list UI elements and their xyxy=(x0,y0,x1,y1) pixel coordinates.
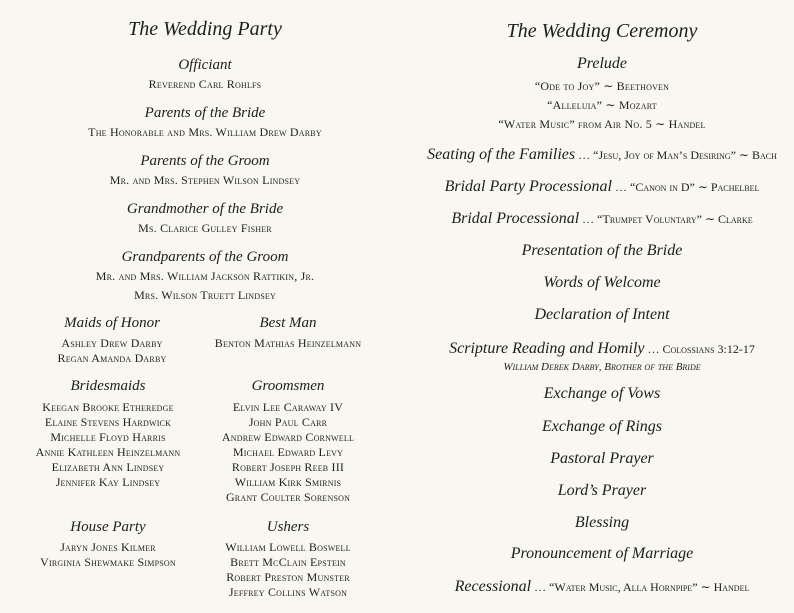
recessional-label: Recessional xyxy=(454,578,532,595)
parents-groom-heading: Parents of the Groom xyxy=(140,153,270,169)
bridal-party-detail: “Canon in D” ∼ Pachelbel xyxy=(630,180,760,194)
grandparents-groom-name: Mr. and Mrs. William Jackson Rattikin, Jr. xyxy=(95,269,315,283)
groomsman-name: Elvin Lee Caraway IV xyxy=(232,400,344,414)
scripture-label: Scripture Reading and Homily xyxy=(449,340,645,357)
seating-dots: … xyxy=(575,148,594,162)
bridesmaid-name: Annie Kathleen Heinzelmann xyxy=(35,445,181,459)
bridal-processional-line xyxy=(410,210,794,228)
usher-name: Jeffrey Collins Watson xyxy=(228,585,348,599)
bridal-processional-label: Bridal Processional xyxy=(451,210,580,227)
house-party-name: Jaryn Jones Kilmer xyxy=(60,540,156,554)
presentation-item: Presentation of the Bride xyxy=(521,242,683,259)
prelude-item: “Alleluia” ∼ Mozart xyxy=(547,98,657,112)
best-man-heading: Best Man xyxy=(259,315,317,331)
usher-name: Brett McClain Epstein xyxy=(230,555,346,569)
grandmother-bride-heading: Grandmother of the Bride xyxy=(126,201,284,217)
officiant-name: Reverend Carl Rohlfs xyxy=(148,77,262,91)
bridesmaid-name: Elaine Stevens Hardwick xyxy=(44,415,172,429)
bridal-processional-detail: “Trumpet Voluntary” ∼ Clarke xyxy=(597,212,753,226)
bridal-party-line xyxy=(410,178,794,196)
bridesmaid-name: Elizabeth Ann Lindsey xyxy=(51,460,165,474)
seating-line xyxy=(410,146,794,164)
house-party-name: Virginia Shewmake Simpson xyxy=(40,555,176,569)
grandparents-groom-heading: Grandparents of the Groom xyxy=(121,249,289,265)
groomsman-name: Grant Coulter Sorenson xyxy=(225,490,351,504)
recessional-line xyxy=(410,578,794,596)
ushers-heading: Ushers xyxy=(266,519,310,535)
parents-groom-name: Mr. and Mrs. Stephen Wilson Lindsey xyxy=(109,173,301,187)
prelude-item: “Ode to Joy” ∼ Beethoven xyxy=(534,79,670,93)
usher-name: Robert Preston Munster xyxy=(226,570,350,584)
bridesmaid-name: Keegan Brooke Etheredge xyxy=(42,400,174,414)
maid-of-honor-name: Ashley Drew Darby xyxy=(61,336,163,350)
wedding-party-title: The Wedding Party xyxy=(128,18,282,40)
scripture-line xyxy=(410,340,794,358)
bridal-processional-dots: … xyxy=(579,212,598,226)
rings-item: Exchange of Rings xyxy=(542,418,662,435)
seating-label: Seating of the Families xyxy=(427,146,576,163)
prelude-item: “Water Music” from Air No. 5 ∼ Handel xyxy=(498,117,706,131)
bridesmaid-name: Jennifer Kay Lindsey xyxy=(55,475,161,489)
groomsman-name: Robert Joseph Reeb III xyxy=(231,460,345,474)
bridesmaid-name: Michelle Floyd Harris xyxy=(50,430,166,444)
prelude-heading: Prelude xyxy=(576,55,628,72)
vows-item: Exchange of Vows xyxy=(543,385,661,402)
groomsman-name: John Paul Carr xyxy=(248,415,328,429)
bridal-party-label: Bridal Party Processional xyxy=(444,178,612,195)
maid-of-honor-name: Regan Amanda Darby xyxy=(57,351,167,365)
intent-item: Declaration of Intent xyxy=(534,306,670,323)
groomsman-name: Michael Edward Levy xyxy=(232,445,344,459)
pastoral-item: Pastoral Prayer xyxy=(550,450,654,467)
house-party-heading: House Party xyxy=(70,519,146,535)
wedding-ceremony-title: The Wedding Ceremony xyxy=(506,20,698,42)
groomsmen-heading: Groomsmen xyxy=(251,378,325,394)
best-man-name: Benton Mathias Heinzelmann xyxy=(214,336,362,350)
scripture-reader: William Derek Darby, Brother of the Bride xyxy=(503,361,701,373)
pronouncement-item: Pronouncement of Marriage xyxy=(510,545,694,562)
scripture-dots: … xyxy=(644,342,663,356)
recessional-dots: … xyxy=(531,580,550,594)
maids-of-honor-heading: Maids of Honor xyxy=(64,315,160,331)
grandparents-groom-name: Mrs. Wilson Truett Lindsey xyxy=(134,288,276,302)
blessing-item: Blessing xyxy=(574,514,630,531)
groomsman-name: Andrew Edward Cornwell xyxy=(221,430,355,444)
scripture-detail: Colossians 3:12-17 xyxy=(662,342,755,356)
grandmother-bride-name: Ms. Clarice Gulley Fisher xyxy=(138,221,272,235)
lords-prayer-item: Lord’s Prayer xyxy=(557,482,647,499)
officiant-heading: Officiant xyxy=(178,57,232,73)
recessional-detail: “Water Music, Alla Hornpipe” ∼ Handel xyxy=(549,580,750,594)
groomsman-name: William Kirk Smirnis xyxy=(234,475,342,489)
seating-detail: “Jesu, Joy of Man’s Desiring” ∼ Bach xyxy=(593,148,777,162)
usher-name: William Lowell Boswell xyxy=(225,540,351,554)
welcome-item: Words of Welcome xyxy=(543,274,661,291)
bridal-party-dots: … xyxy=(612,180,630,194)
bridesmaids-heading: Bridesmaids xyxy=(70,378,146,394)
parents-bride-name: The Honorable and Mrs. William Drew Darby xyxy=(88,125,322,139)
parents-bride-heading: Parents of the Bride xyxy=(144,105,266,121)
